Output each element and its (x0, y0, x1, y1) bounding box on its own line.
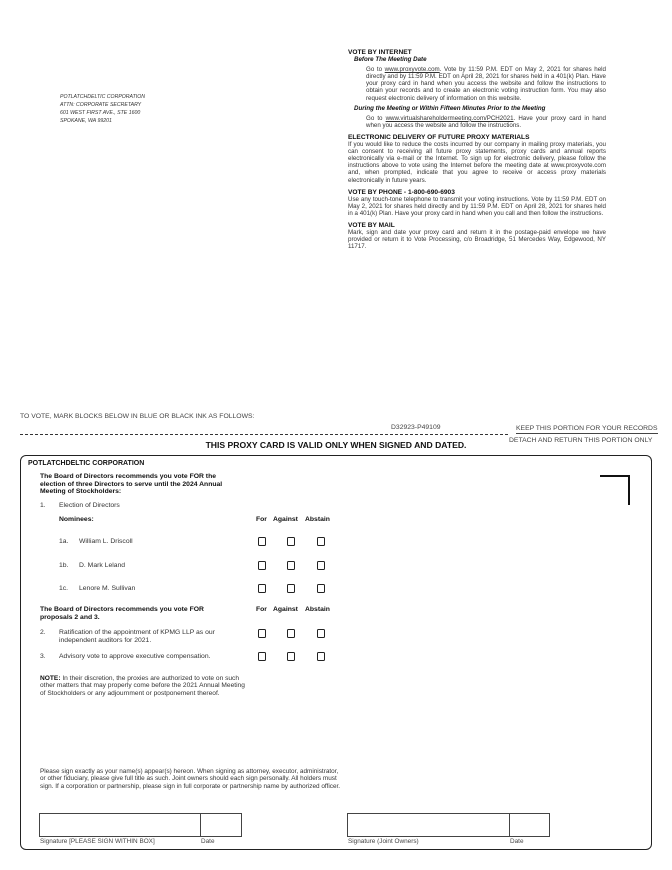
vote-for-checkbox[interactable] (258, 652, 266, 661)
internet-heading: VOTE BY INTERNET (348, 49, 412, 56)
signature-label: Signature [PLEASE SIGN WITHIN BOX] (40, 838, 155, 845)
vote-for-checkbox[interactable] (258, 561, 266, 570)
control-number: D32923-P49109 (391, 424, 441, 431)
col-for-header: For (256, 606, 267, 613)
card-company-name: POTLATCHDELTIC CORPORATION (28, 460, 145, 467)
nominee-num: 1a. (59, 538, 69, 545)
valid-notice: THIS PROXY CARD IS VALID ONLY WHEN SIGNED AND DATED. (205, 440, 467, 450)
phone-text: Use any touch-tone telephone to transmit your voting instructions. Vote by 11:59 P.M. EDT on May 2, 2021 for shares held directly and by 11:59 P.M. EDT on April 28, 2021 for shares held in a 401(k) Plan. Have your proxy card in hand when you call and then follow the instructions. (348, 195, 606, 217)
detach-portion-label: DETACH AND RETURN THIS PORTION ONLY (509, 437, 653, 444)
col-abstain-header: Abstain (305, 606, 330, 613)
signing-instructions: Please sign exactly as your name(s) appear(s) hereon. When signing as attorney, executor, administrator, or other fiduciary, please give full title as such. Joint owners should each sign personally. All holders must sign. If a corporation or partnership, please sign in full corporate or partnership name by authorized officer. (40, 768, 341, 790)
mail-text: Mark, sign and date your proxy card and return it in the postage-paid envelope we have provided or return it to Vote Processing, c/o Broadridge, 51 Mercedes Way, Edgewood, NY 11717. (348, 229, 606, 251)
before-meeting-text: Go to www.proxyvote.com. Vote by 11:59 P.M. EDT on May 2, 2021 for shares held directly and by 11:59 P.M. EDT on April 28, 2021 for shares held in a 401(k) Plan. Have your proxy card in hand when you access the website and follow the instructions to obtain your records and to create an electronic voting instruction form. You may also request electronic delivery of information on this website. (366, 66, 607, 102)
mail-heading: VOTE BY MAIL (348, 221, 395, 229)
vote-against-checkbox[interactable] (287, 584, 295, 593)
proxyvote-link[interactable]: www.proxyvote.com (384, 66, 440, 74)
nominees-label: Nominees: (59, 516, 94, 523)
discretion-note: NOTE: In their discretion, the proxies are authorized to vote on such other matters that may properly come before the 2021 Annual Meeting of Stockholders or any adjournment or postponement thereof. (40, 675, 245, 697)
address-street: 601 WEST FIRST AVE., STE 1600 (60, 110, 141, 116)
keep-portion-label: KEEP THIS PORTION FOR YOUR RECORDS (516, 425, 658, 432)
proposal-num: 3. (40, 653, 46, 660)
nominee-name: Lenore M. Sullivan (79, 585, 136, 592)
date-label: Date (201, 838, 215, 845)
corner-mark (600, 475, 630, 505)
col-abstain-header: Abstain (305, 516, 330, 523)
date-box[interactable] (200, 813, 242, 837)
address-city: SPOKANE, WA 99201 (60, 118, 112, 124)
item1-number: 1. (40, 502, 46, 509)
proposal-text: Advisory vote to approve executive compensation. (59, 653, 211, 660)
col-against-header: Against (273, 606, 298, 613)
nominee-name: William L. Driscoll (79, 538, 133, 545)
vote-abstain-checkbox[interactable] (317, 537, 325, 546)
nominee-num: 1b. (59, 562, 69, 569)
vote-for-checkbox[interactable] (258, 537, 266, 546)
vote-abstain-checkbox[interactable] (317, 629, 325, 638)
address-attn: ATTN: CORPORATE SECRETARY (60, 102, 142, 108)
joint-signature-box[interactable] (347, 813, 510, 837)
nominee-name: D. Mark Leland (79, 562, 126, 569)
proposal-num: 2. (40, 629, 46, 636)
before-meeting-heading: Before The Meeting Date (354, 56, 427, 64)
mailing-address (60, 93, 145, 125)
phone-heading: VOTE BY PHONE - 1-800-690-6903 (348, 188, 455, 196)
detach-line (20, 434, 508, 435)
item1-label: Election of Directors (59, 502, 120, 509)
to-vote-instruction: TO VOTE, MARK BLOCKS BELOW IN BLUE OR BLACK INK AS FOLLOWS: (20, 413, 255, 420)
joint-signature-label: Signature (Joint Owners) (348, 838, 419, 845)
address-company: POTLATCHDELTIC CORPORATION (60, 94, 146, 100)
col-against-header: Against (273, 516, 298, 523)
vote-abstain-checkbox[interactable] (317, 652, 325, 661)
col-for-header: For (256, 516, 267, 523)
voting-instructions (348, 47, 606, 250)
vote-for-checkbox[interactable] (258, 584, 266, 593)
during-meeting-heading: During the Meeting or Within Fifteen Minutes Prior to the Meeting (354, 104, 546, 112)
recommendation-directors: The Board of Directors recommends you vote FOR the election of three Directors to serve until the 2024 Annual Meeting of Stockholders: (40, 473, 223, 496)
vote-against-checkbox[interactable] (287, 652, 295, 661)
electronic-delivery-text: If you would like to reduce the costs incurred by our company in mailing proxy materials, you can consent to receiving all future proxy statements, proxy cards and annual reports electronically via e-mail or the Internet. To sign up for electronic delivery, please follow the instructions above to vote using the Internet before the meeting date at www.proxyvote.com and, when prompted, indicate that you agree to receive or access proxy materials electronically in future years. (348, 141, 606, 184)
signature-box[interactable] (39, 813, 201, 837)
proposal-text: Ratification of the appointment of KPMG LLP as our independent auditors for 2021. (59, 629, 215, 644)
electronic-delivery-heading: ELECTRONIC DELIVERY OF FUTURE PROXY MATERIALS (348, 133, 530, 141)
vote-for-checkbox[interactable] (258, 629, 266, 638)
vote-abstain-checkbox[interactable] (317, 561, 325, 570)
recommendation-proposals: The Board of Directors recommends you vote FOR proposals 2 and 3. (40, 606, 204, 621)
vote-abstain-checkbox[interactable] (317, 584, 325, 593)
joint-date-box[interactable] (509, 813, 550, 837)
virtual-meeting-link[interactable]: www.virtualshareholdermeeting.com/PCH2021 (385, 114, 514, 122)
vote-against-checkbox[interactable] (287, 537, 295, 546)
vote-against-checkbox[interactable] (287, 561, 295, 570)
during-meeting-text: Go to www.virtualshareholdermeeting.com/PCH2021. Have your proxy card in hand when you access the website and follow the instructions. (366, 114, 606, 129)
joint-date-label: Date (510, 838, 524, 845)
nominee-num: 1c. (59, 585, 69, 592)
vote-against-checkbox[interactable] (287, 629, 295, 638)
